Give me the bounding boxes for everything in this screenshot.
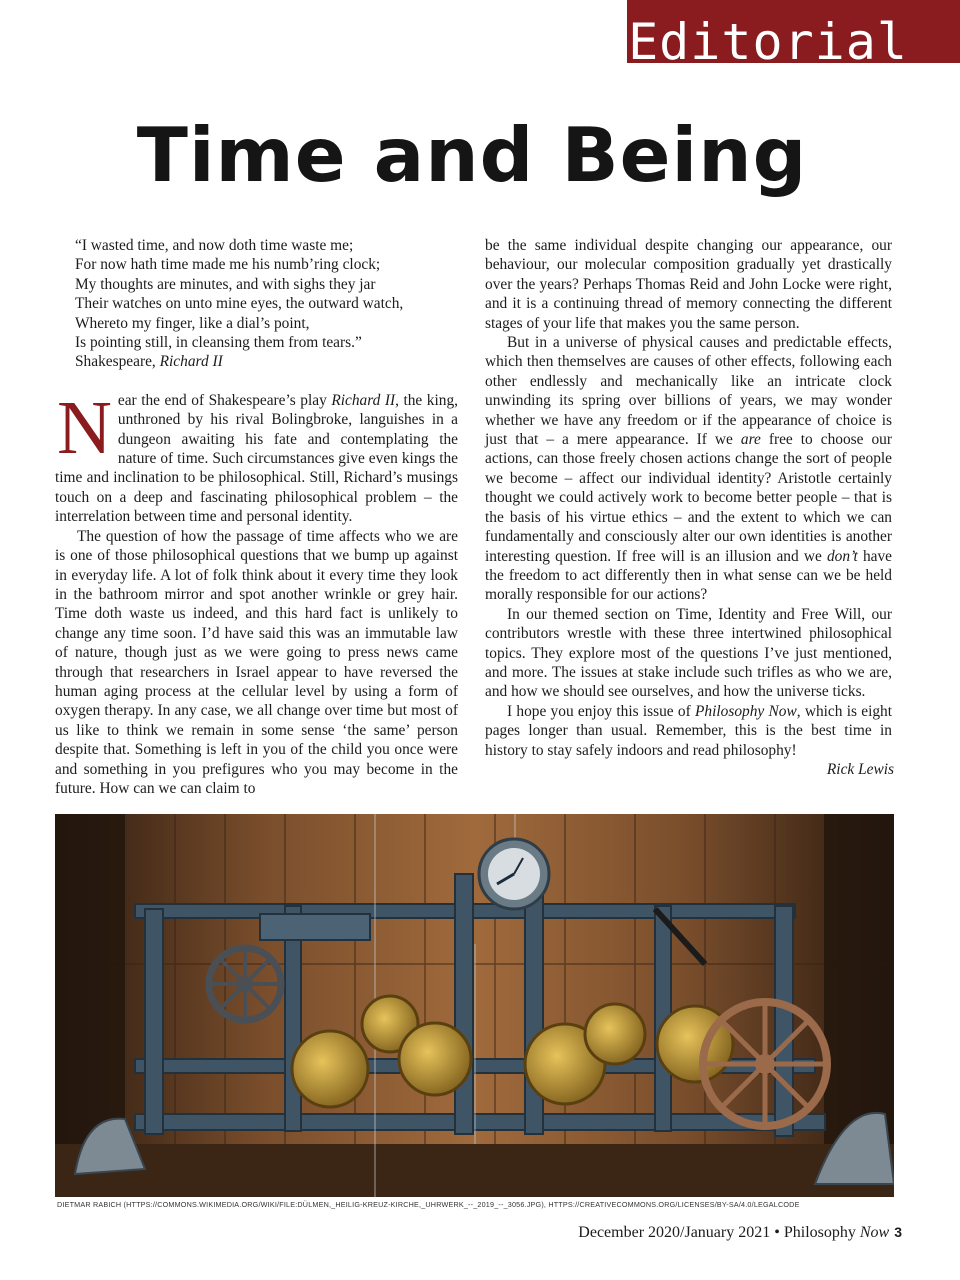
epigraph-line: For now hath time made me his numb’ring clock; [75,256,381,274]
magazine-name-a: Philosophy [783,1224,860,1241]
right-column [485,236,892,779]
p3-emphasis-dont: don’t [826,547,858,565]
p5-magazine-name: Philosophy Now [694,702,797,720]
section-tab [627,0,960,71]
magazine-name-b: Now [859,1224,890,1241]
author-signoff: Rick Lewis [826,760,894,778]
article-title: Time and Being [136,111,808,199]
p1-text-a: ear the end of Shakespeare’s play [117,391,332,409]
epigraph-line: Whereto my finger, like a dial’s point, [75,314,310,332]
photo-credit: DIETMAR RABICH (HTTPS://COMMONS.WIKIMEDIA.ORG/WIKI/FILE:DÜLMEN,_HEILIG-KREUZ-KIRCHE,_UHRWERK_--_2019_--_3056.JPG), HTTPS://CREATIVECOMMONS.ORG/LICENSES/BY-SA/4.0/LEGALCODE [57,1200,800,1209]
clockwork-illustration [55,814,894,1197]
p3-emphasis-are: are [740,431,761,449]
left-column [55,236,458,798]
p3-text-a: But in a universe of physical causes and predictable effects, which then themselves are causes of other effects, following each other endlessly and mechanically like an intricate clock unwinding its spring over billions of years, we may wonder whether we have any freedom or if the appearance of choice is just that – a mere appearance. If we [485,334,892,449]
paragraph-5 [485,702,892,760]
epigraph-line: My thoughts are minutes, and with sighs they jar [75,275,376,293]
issue-date: December 2020/January 2021 [578,1224,771,1241]
section-tab-label: Editorial [628,13,908,71]
epigraph-author: Shakespeare, [75,353,160,371]
epigraph-line: “I wasted time, and now doth time waste me; [75,237,354,254]
p5-text-a: I hope you enjoy this issue of [507,702,695,720]
paragraph-2: The question of how the passage of time affects who we are is one of those philosophical questions that we bump up against in everyday life. A lot of folk think about it every time they look in the bathroom mirror and spot another wrinkle or grey hair. Time doth waste us indeed, and this hard fact is unlikely to change any time soon. I’d have said this was an immutable law of nature, though just as we were going to press news came through that researchers in Israel appear to have reversed the human aging process at the cellular level by using a form of oxygen therapy. In any case, we all change over time but most of us like to think we remain in some sense ‘the same’ person despite that. Something is left in you of the child you once were and something in you prefigures who you may become in the future. How can we can claim to [55,527,458,797]
epigraph-work: Richard II [159,353,223,371]
paragraph-1 [55,385,458,527]
magazine-name [784,1224,889,1241]
p5-text-c: , which is eight pages longer than usual. Remember, this is the best time in history to stay safely indoors and read philosophy! [485,702,893,759]
epigraph-line: Is pointing still, in cleansing them from tears.” [75,334,362,352]
footer-bullet: • [774,1224,780,1241]
p3-text-e: have the freedom to act differently then in what sense can we be held morally responsible for our actions? [485,547,892,604]
p1-text-c: , the king, unthroned by his rival Bolingbroke, languishes in a dungeon awaiting his fate and contemplating the nature of time. Such circumstances give even kings the time and inclination to be philosophical. Still, Richard’s musings touch on a deep and fascinating philosophical problem – the interrelation between time and personal identity. [55,391,458,526]
paragraph-4: In our themed section on Time, Identity and Free Will, our contributors wrestle with these three intertwined philosophical topics. They explore most of the questions I’ve just mentioned, and more. The issues at stake include such trifles as who we are, and how we should see ourselves, and how the universe ticks. [485,605,892,701]
floor [55,1144,894,1197]
page-number: 3 [894,1224,902,1240]
epigraph-line: Their watches on unto mine eyes, the outward watch, [75,295,404,313]
epigraph [75,236,458,372]
drop-cap: N [57,385,112,470]
clockwork-photo [55,814,894,1197]
page-footer [578,1224,902,1242]
epigraph-attribution [75,352,460,371]
paragraph-3 [485,333,892,605]
dial-face [479,839,549,909]
p1-play-title: Richard II [331,391,396,409]
paragraph-2-continued: be the same individual despite changing our appearance, our behaviour, our molecular composition gradually yet drastically over the years? Perhaps Thomas Reid and John Locke were right, and it is a continuing thread of memory connecting the different stages of your life that makes you the same person. [485,237,892,332]
p3-text-c: free to choose our actions, can those freely chosen actions change the sort of people we become – affect our individual identity? Aristotle certainly thought we could actively work to become better people – that is the basis of his virtue ethics – and the extent to which we can fundamentally and consciously alter our own identities is another interesting question. If free will is an illusion and we [485,431,893,565]
